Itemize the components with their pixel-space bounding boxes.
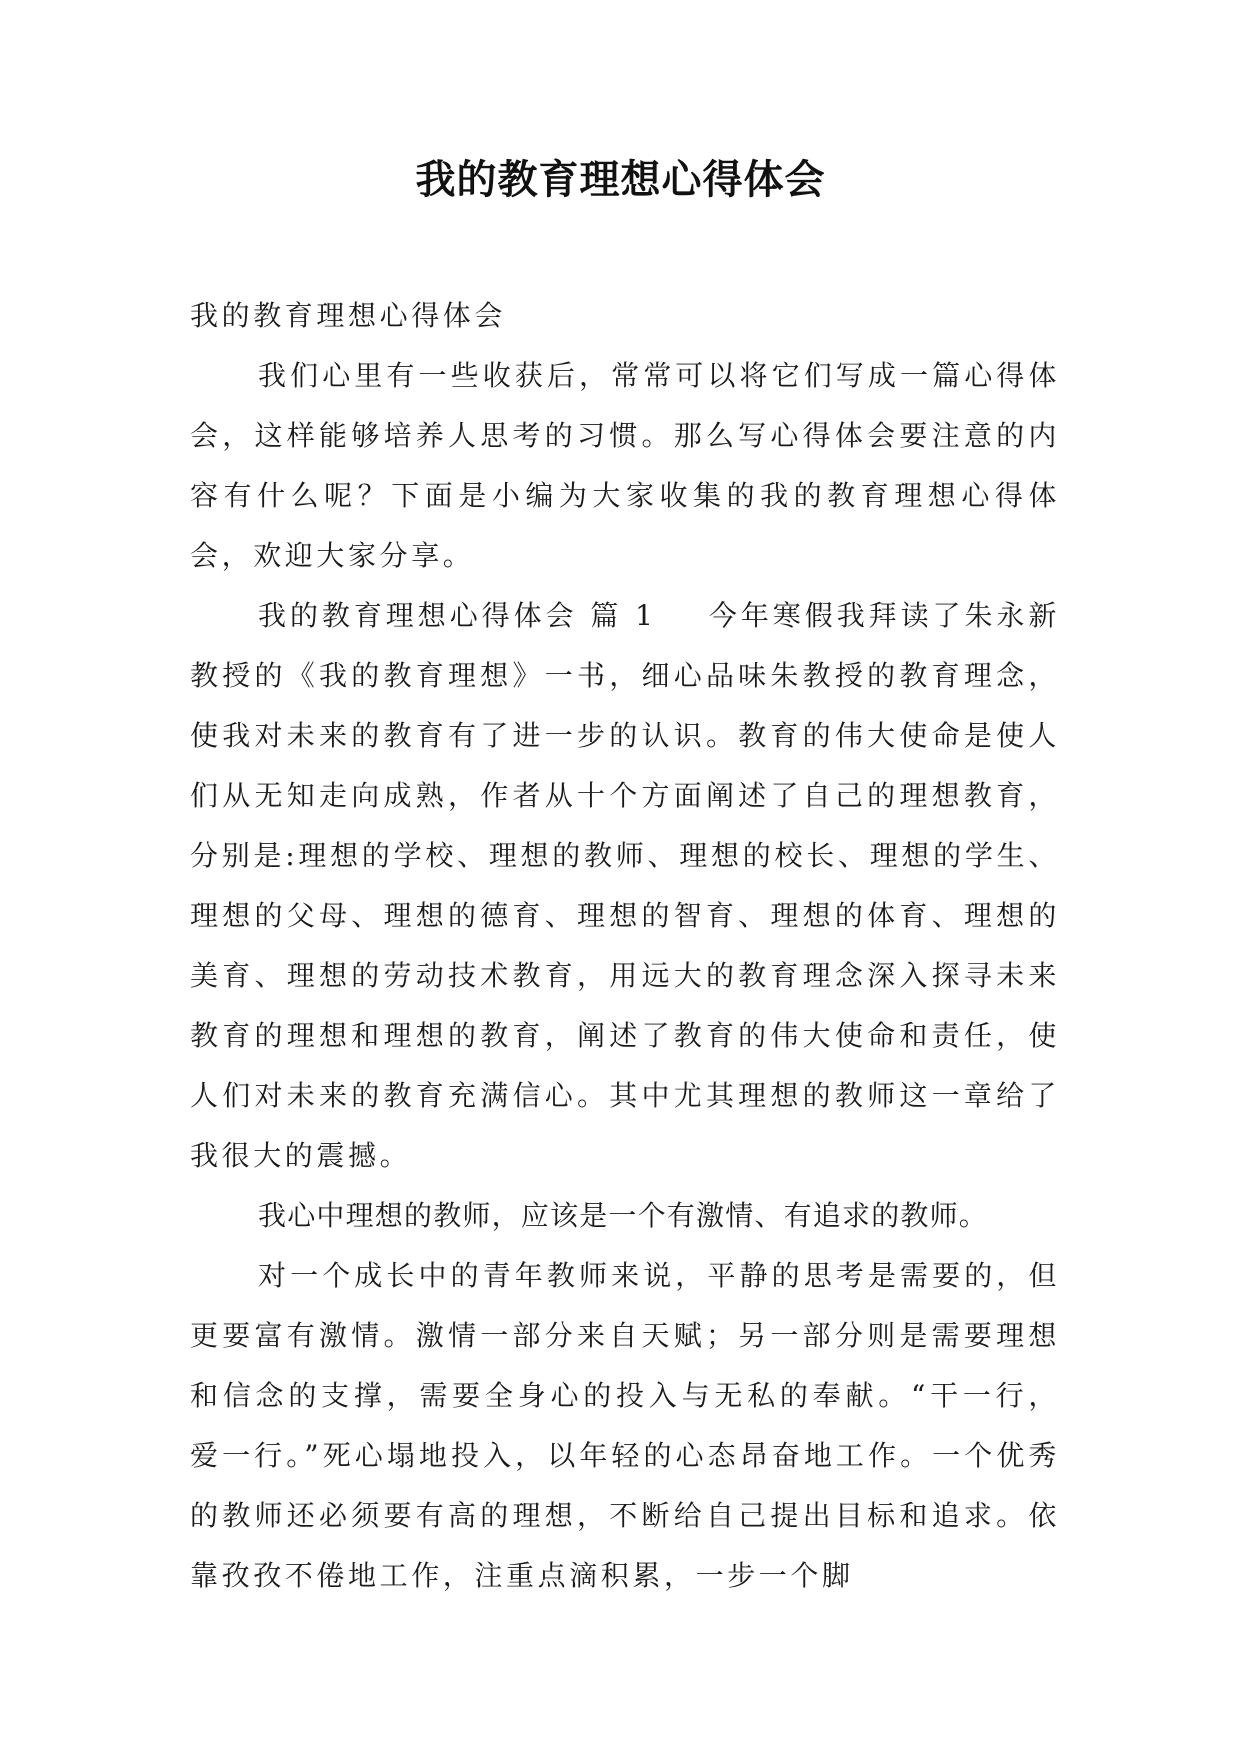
intro-paragraph: 我们心里有一些收获后，常常可以将它们写成一篇心得体会，这样能够培养人思考的习惯。那么写心得体会要注意的内容有什么呢？下面是小编为大家收集的我的教育理想心得体会，欢迎大家分享。: [190, 359, 1060, 572]
section-body: 今年寒假我拜读了朱永新教授的《我的教育理想》一书，细心品味朱教授的教育理念，使我对未来的教育有了进一步的认识。教育的伟大使命是使人们从无知走向成熟，作者从十个方面阐述了自己的理想教育，分别是:理想的学校、理想的教师、理想的校长、理想的学生、理想的父母、理想的德育、理想的智育、理想的体育、理想的美育、理想的劳动技术教育，用远大的教育理念深入探寻未来教育的理想和理想的教育，阐述了教育的伟大使命和责任，使人们对未来的教育充满信心。其中尤其理想的教师这一章给了我很大的震撼。: [190, 599, 1060, 1172]
document-body: [190, 286, 1060, 1606]
passion-paragraph: 对一个成长中的青年教师来说，平静的思考是需要的，但更要富有激情。激情一部分来自天赋；另一部分则是需要理想和信念的支撑，需要全身心的投入与无私的奉献。“干一行，爱一行。”死心塌地投入，以年轻的心态昂奋地工作。一个优秀的教师还必须要有高的理想，不断给自己提出目标和追求。依靠孜孜不倦地工作，注重点滴积累，一步一个脚: [190, 1259, 1060, 1592]
section-paragraph: [190, 586, 1060, 1186]
teacher-paragraph: 我心中理想的教师，应该是一个有激情、有追求的教师。: [258, 1199, 989, 1232]
document-title: 我的教育理想心得体会: [415, 156, 826, 203]
section-heading: 我的教育理想心得体会 篇 1: [258, 599, 657, 632]
subtitle-line: 我的教育理想心得体会: [190, 299, 507, 332]
